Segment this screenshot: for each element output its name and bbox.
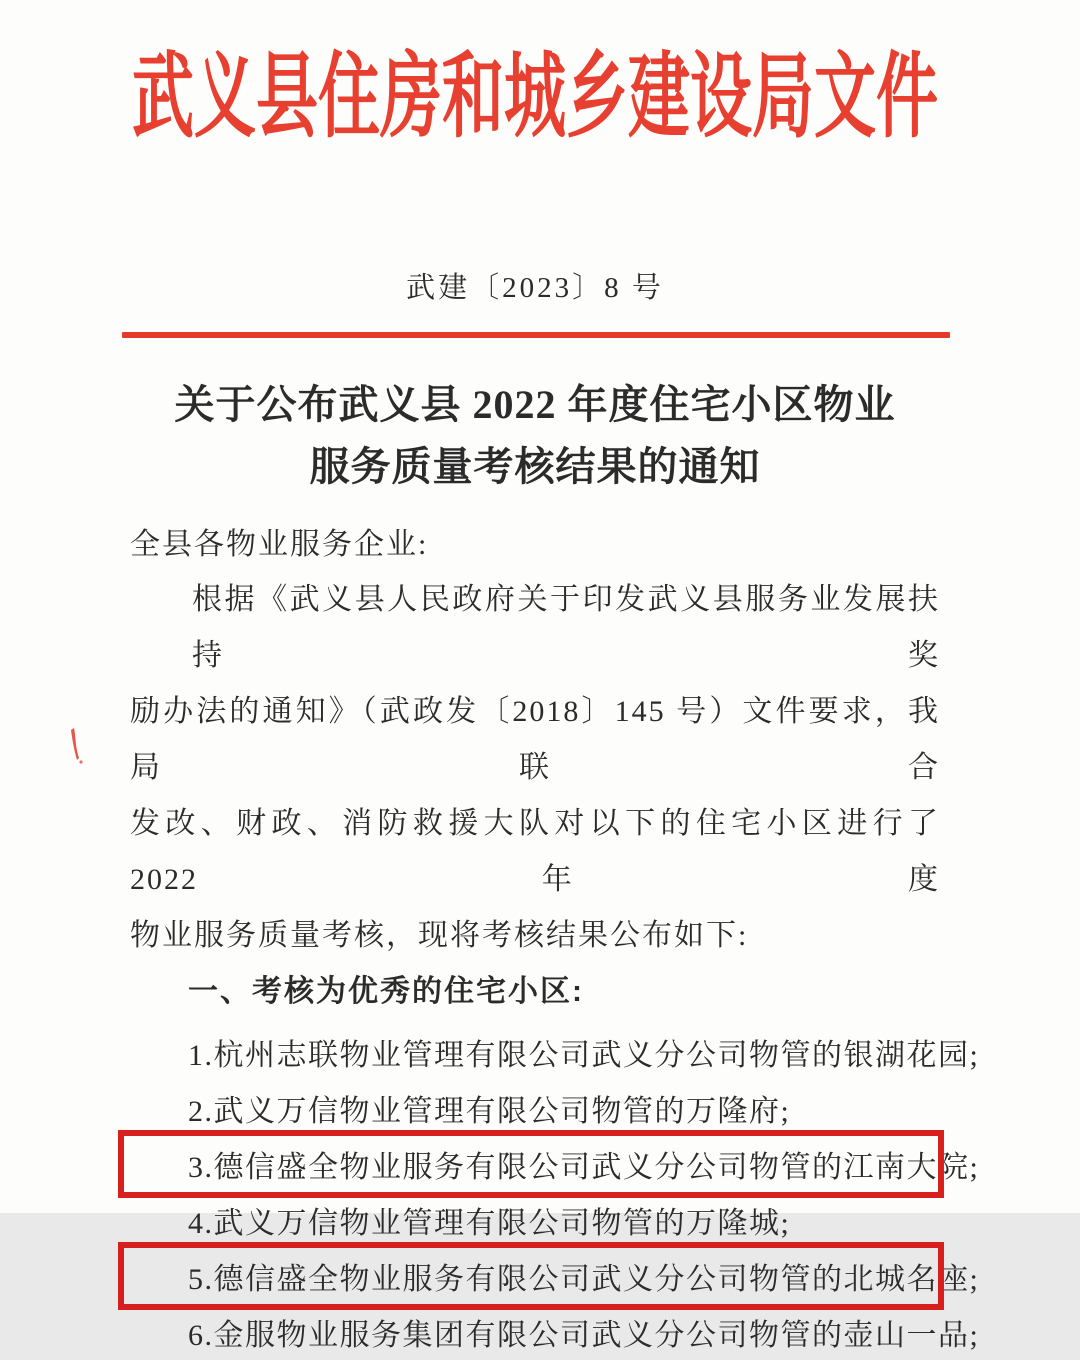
list-item-highlighted	[130, 1136, 980, 1192]
list-item-text: 5.德信盛全物业服务有限公司武义分公司物管的北城名座;	[188, 1263, 980, 1296]
list-item-highlighted	[130, 1248, 980, 1304]
result-list	[130, 1024, 980, 1360]
paragraph-line: 物业服务质量考核，现将考核结果公布如下:	[130, 919, 749, 952]
document-title-line2: 服务质量考核结果的通知	[309, 444, 761, 489]
list-item-text: 1.杭州志联物业管理有限公司武义分公司物管的银湖花园;	[188, 1039, 980, 1072]
list-item	[130, 1304, 980, 1360]
red-header-title: 武义县住房和城乡建设局文件	[131, 47, 938, 150]
list-item	[130, 1080, 940, 1136]
paragraph-line: 发改、财政、消防救援大队对以下的住宅小区进行了 2022 年度	[130, 807, 940, 896]
list-item-text: 3.德信盛全物业服务有限公司武义分公司物管的江南大院;	[188, 1151, 980, 1184]
document-title	[130, 374, 940, 498]
body-paragraph	[130, 572, 940, 964]
paragraph-line: 根据《武义县人民政府关于印发武义县服务业发展扶持奖	[192, 583, 940, 672]
list-item	[130, 1192, 940, 1248]
section-heading: 一、考核为优秀的住宅小区:	[188, 975, 584, 1008]
list-item-text: 6.金服物业服务集团有限公司武义分公司物管的壶山一品;	[188, 1319, 980, 1352]
paragraph-line: 励办法的通知》（武政发〔2018〕145 号）文件要求，我局联合	[130, 695, 940, 784]
document-title-line1: 关于公布武义县 2022 年度住宅小区物业	[174, 382, 896, 427]
salutation: 全县各物业服务企业:	[130, 528, 429, 561]
list-item-text: 4.武义万信物业管理有限公司物管的万隆城;	[188, 1207, 791, 1240]
ink-mark	[66, 722, 92, 770]
document-body	[130, 528, 980, 1360]
red-divider-line	[122, 332, 950, 338]
doc-number: 武建〔2023〕8 号	[406, 272, 664, 304]
list-item-text: 2.武义万信物业管理有限公司物管的万隆府;	[188, 1095, 791, 1128]
list-item	[130, 1024, 980, 1080]
